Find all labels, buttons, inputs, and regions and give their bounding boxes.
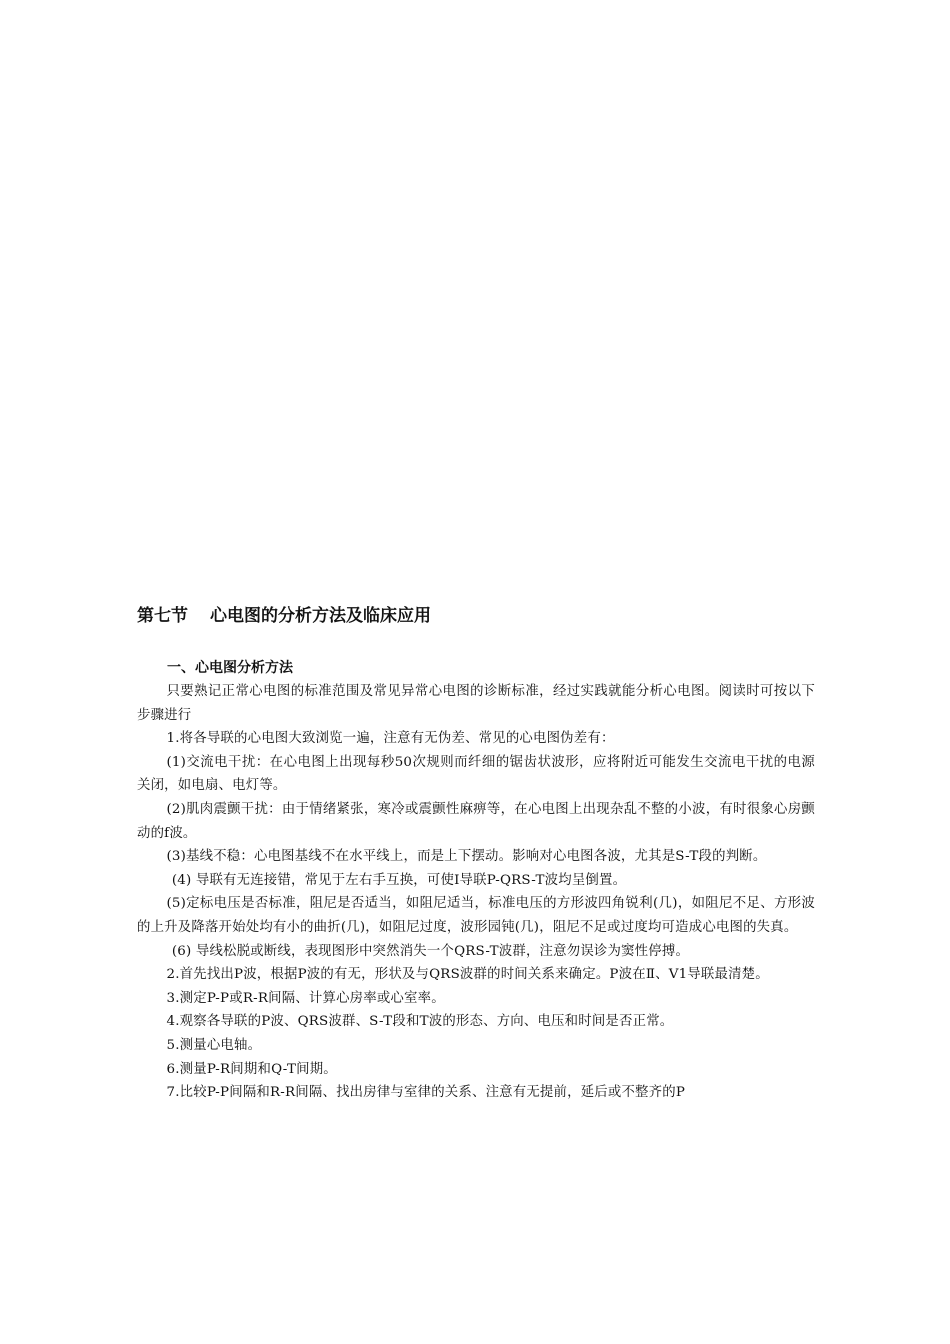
- document-content: [137, 604, 815, 1105]
- paragraph-step-4: 4.观察各导联的P波、QRS波群、S-T段和T波的形态、方向、电压和时间是否正常。: [166, 1014, 674, 1030]
- paragraph-step-5: 5.测量心电轴。: [166, 1037, 262, 1053]
- section-heading: [137, 604, 815, 628]
- paragraph-artifact-3: (3)基线不稳：心电图基线不在水平线上，而是上下摆动。影响对心电图各波，尤其是S-T段的判断。: [166, 849, 767, 865]
- paragraph-artifact-6: (6) 导线松脱或断线，表现图形中突然消失一个QRS-T波群，注意勿误诊为窦性停搏。: [171, 943, 690, 959]
- paragraph-step-2: 2.首先找出P波，根据P波的有无，形状及与QRS波群的时间关系来确定。P波在Ⅱ、V1导联最清楚。: [166, 967, 769, 983]
- paragraph-step-1: 1.将各导联的心电图大致浏览一遍，注意有无伪差、常见的心电图伪差有：: [166, 731, 615, 747]
- section-title: 心电图的分析方法及临床应用: [210, 606, 431, 626]
- paragraph-artifact-1: (1)交流电干扰：在心电图上出现每秒50次规则而纤细的锯齿状波形，应将附近可能发生交流电干扰的电源关闭，如电扇、电灯等。: [137, 754, 815, 794]
- paragraph-step-6: 6.测量P-R间期和Q-T间期。: [166, 1061, 337, 1077]
- paragraph-artifact-5: (5)定标电压是否标准，阻尼是否适当，如阻尼适当，标准电压的方形波四角锐利(几)，如阻尼不足、方形波的上升及降落开始处均有小的曲折(几)，如阻尼过度，波形园钝(几)，阻尼不足或过度均可造成心电图的失真。: [137, 896, 815, 935]
- paragraph-step-3: 3.测定P-P或R-R间隔、计算心房率或心室率。: [166, 990, 445, 1006]
- paragraph-step-7: 7.比较P-P间隔和R-R间隔、找出房律与室律的关系、注意有无提前，延后或不整齐的P: [166, 1085, 686, 1101]
- paragraph-artifact-4: (4) 导联有无连接错，常见于左右手互换，可使Ⅰ导联P-QRS-T波均呈倒置。: [171, 872, 627, 888]
- subsection-heading: 一、心电图分析方法: [167, 660, 293, 676]
- paragraph-intro: 只要熟记正常心电图的标准范围及常见异常心电图的诊断标准，经过实践就能分析心电图。阅读时可按以下步骤进行: [137, 684, 815, 723]
- section-number: 第七节: [137, 606, 188, 626]
- paragraph-artifact-2: (2)肌肉震颤干扰：由于情绪紧张，寒冷或震颤性麻痹等，在心电图上出现杂乱不整的小波，有时很象心房颤动的f波。: [137, 801, 815, 841]
